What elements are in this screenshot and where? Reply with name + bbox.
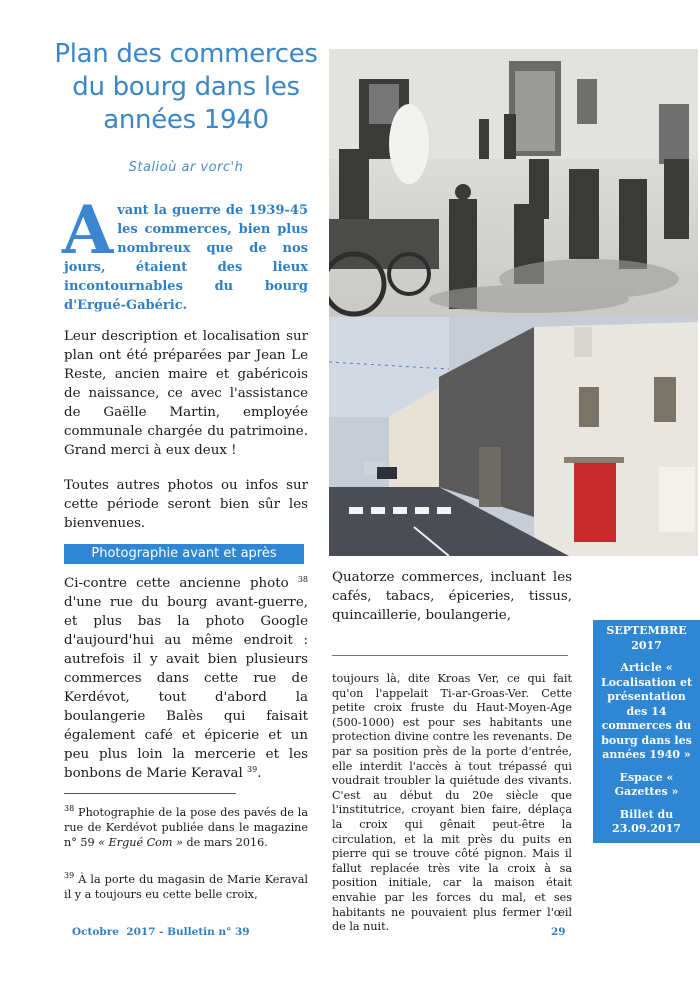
paragraph-text: . [257, 766, 262, 781]
footnote-text: de mars 2016. [182, 836, 268, 849]
page-number: 29 [551, 926, 566, 938]
modern-photo-image [329, 317, 698, 556]
lead-text: vant la guerre de 1939-45 les commerces, bien plus nombreux que de nos jours, étaient des lieux incontournables du bourg d'Ergué-Gabéric. [64, 203, 308, 313]
paragraph-call-for-photos: Toutes autres photos ou infos sur cette période seront bien sûr les bienvenues. [64, 478, 308, 531]
paragraph-photo-description [64, 574, 308, 783]
footnote-number: 38 [64, 804, 75, 813]
paragraph-credits: Leur description et localisation sur plan ont été préparées par Jean Le Reste, ancien maire et gabéricois de naissance, ce avec l'assistance de Gaëlle Martin, employée communale chargée du patrimoine. Grand merci à eux deux ! [64, 329, 308, 458]
footnote-divider [64, 793, 236, 794]
footnote-divider [332, 655, 568, 656]
sidebox-billet: Billet du 23.09.2017 [612, 807, 681, 835]
paragraph-text: Ci-contre cette ancienne photo [64, 576, 298, 591]
footer-bulletin-info: Octobre 2017 - Bulletin n° 39 [72, 926, 250, 938]
footnote-text: À la porte du magasin de Marie Keraval il y a toujours eu cette belle croix, [64, 873, 308, 901]
footnote-ref-38[interactable]: 38 [297, 575, 308, 584]
magazine-name: « Ergué Com » [98, 836, 183, 849]
paragraph-text: d'une rue du bourg avant-guerre, et plus bas la photo Google d'aujourd'hui au même endroit : autrefois il y avait bien plusieurs commerces dans cette rue de Kerdévot, tout d'abord la boulangerie Balès qui faisait également café et épicerie et un peu plus loin la mercerie et les bonbons de Marie Keraval [64, 595, 308, 781]
lead-paragraph [62, 191, 308, 315]
historic-photo-image [329, 49, 698, 317]
sidebox-article[interactable]: Article « Localisation et présentation des 14 commerces du bourg dans les années 1940 » [600, 661, 693, 761]
col2-paragraph-commerces: Quatorze commerces, incluant les cafés, tabacs, épiceries, tissus, quincaillerie, boulangerie, [332, 570, 572, 623]
drop-cap: A [62, 191, 114, 269]
footnote-39 [64, 872, 308, 902]
footnote-39-continued: toujours là, dite Kroas Ver, ce qui fait qu'on l'appelait Ti-ar-Groas-Ver. Cette petite croix fruste du Haut-Moyen-Age (500-1000) est pour ses habitants une protection divine contre les revenants. De par sa position près de la porte d'entrée, elle interdit l'accès à tout trépassé qui voudrait troubler la quiétude des vivants. C'est au début du 20e siècle que l'institutrice, croyant bien faire, déplaça la croix qui gênait peut-être la circulation, et la mit près du puits en pierre qui se trouve côté pignon. Mais il fallut replacée très vite la croix à sa position initiale, car la maison était envahie par les forces du mal, et ses habitants ne pouvaient plus fermer l'œil de la nuit. [332, 672, 572, 934]
footnote-text: Photographie de la pose des pavés de la rue de Kerdévot publiée dans le magazine n° 59 [64, 806, 308, 849]
article-title: Plan des commerces du bourg dans les années 1940 [54, 39, 318, 135]
modern-photo-street-view [329, 317, 698, 556]
footnote-ref-39[interactable]: 39 [247, 765, 258, 774]
gazette-reference-box [593, 620, 700, 843]
sidebox-space: Espace « Gazettes » [614, 770, 679, 798]
section-header-before-after: Photographie avant et après [64, 544, 304, 564]
footnote-number: 39 [64, 871, 75, 880]
footnote-38 [64, 805, 308, 850]
article-subtitle-breton: Stalioù ar vorc'h [128, 160, 244, 175]
sidebox-date: SEPTEMBRE 2017 [606, 624, 687, 652]
historic-photo-street-paving [329, 49, 698, 317]
